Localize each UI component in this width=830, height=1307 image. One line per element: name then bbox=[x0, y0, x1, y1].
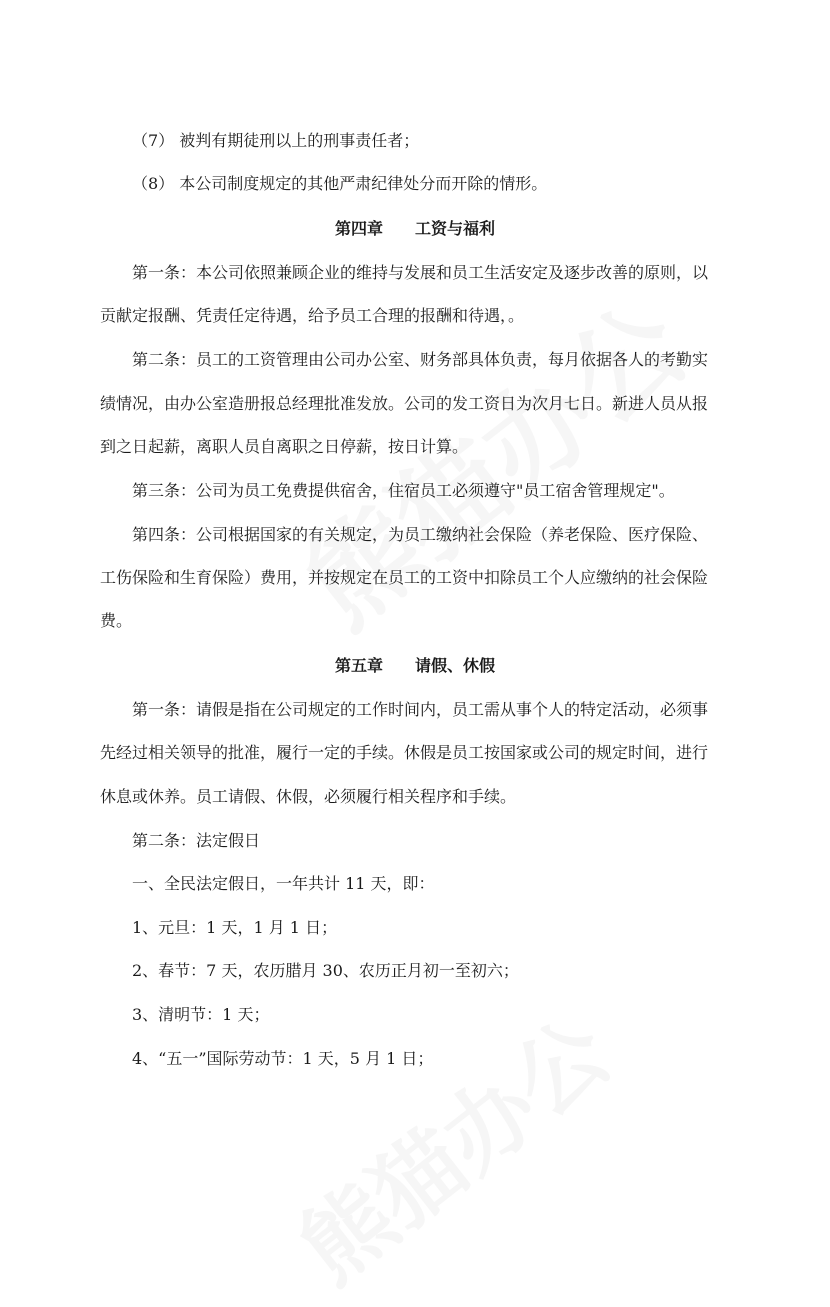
chapter-5-heading: 第五章 请假、休假 bbox=[334, 656, 495, 675]
paragraph-line: 第一条：请假是指在公司规定的工作时间内，员工需从事个人的特定活动，必须事 bbox=[132, 700, 709, 719]
list-item: 4、“五一”国际劳动节：1 天，5 月 1 日； bbox=[132, 1049, 434, 1068]
paragraph-line: 第三条：公司为员工免费提供宿舍，住宿员工必须遵守"员工宿舍管理规定"。 bbox=[132, 481, 675, 500]
list-item: 1、元旦：1 天，1 月 1 日； bbox=[132, 918, 338, 937]
chapter-4-heading: 第四章 工资与福利 bbox=[334, 219, 495, 238]
watermark-logo-bottom bbox=[268, 983, 632, 1307]
paragraph-line: 工伤保险和生育保险）费用，并按规定在员工的工资中扣除员工个人应缴纳的社会保险 bbox=[100, 568, 709, 587]
paragraph-line: 贡献定报酬、凭责任定待遇，给予员工合理的报酬和待遇，。 bbox=[100, 306, 525, 325]
paragraph-line: 休息或休养。员工请假、休假，必须履行相关程序和手续。 bbox=[100, 787, 517, 806]
paragraph-line: 到之日起薪，离职人员自离职之日停薪，按日计算。 bbox=[100, 437, 469, 456]
paragraph-line: 费。 bbox=[100, 611, 133, 630]
paragraph-line: 绩情况，由办公室造册报总经理批准发放。公司的发工资日为次月七日。新进人员从报 bbox=[100, 394, 709, 413]
list-item: 3、清明节：1 天； bbox=[132, 1005, 270, 1024]
clause-8: （8） 本公司制度规定的其他严肃纪律处分而开除的情形。 bbox=[132, 174, 548, 193]
list-item: 2、春节：7 天，农历腊月 30、农历正月初一至初六； bbox=[132, 961, 519, 980]
paragraph-line: 第一条：本公司依照兼顾企业的维持与发展和员工生活安定及逐步改善的原则，以 bbox=[132, 263, 709, 282]
paragraph-line: 第二条：法定假日 bbox=[132, 831, 261, 850]
list-item: 一、全民法定假日，一年共计 11 天，即： bbox=[132, 874, 435, 893]
paragraph-line: 第二条：员工的工资管理由公司办公室、财务部具体负责，每月依据各人的考勤实 bbox=[132, 350, 709, 369]
paragraph-line: 第四条：公司根据国家的有关规定，为员工缴纳社会保险（养老保险、医疗保险、 bbox=[132, 525, 709, 544]
paragraph-line: 先经过相关领导的批准，履行一定的手续。休假是员工按国家或公司的规定时间，进行 bbox=[100, 743, 709, 762]
clause-7: （7） 被判有期徒刑以上的刑事责任者； bbox=[132, 131, 420, 150]
